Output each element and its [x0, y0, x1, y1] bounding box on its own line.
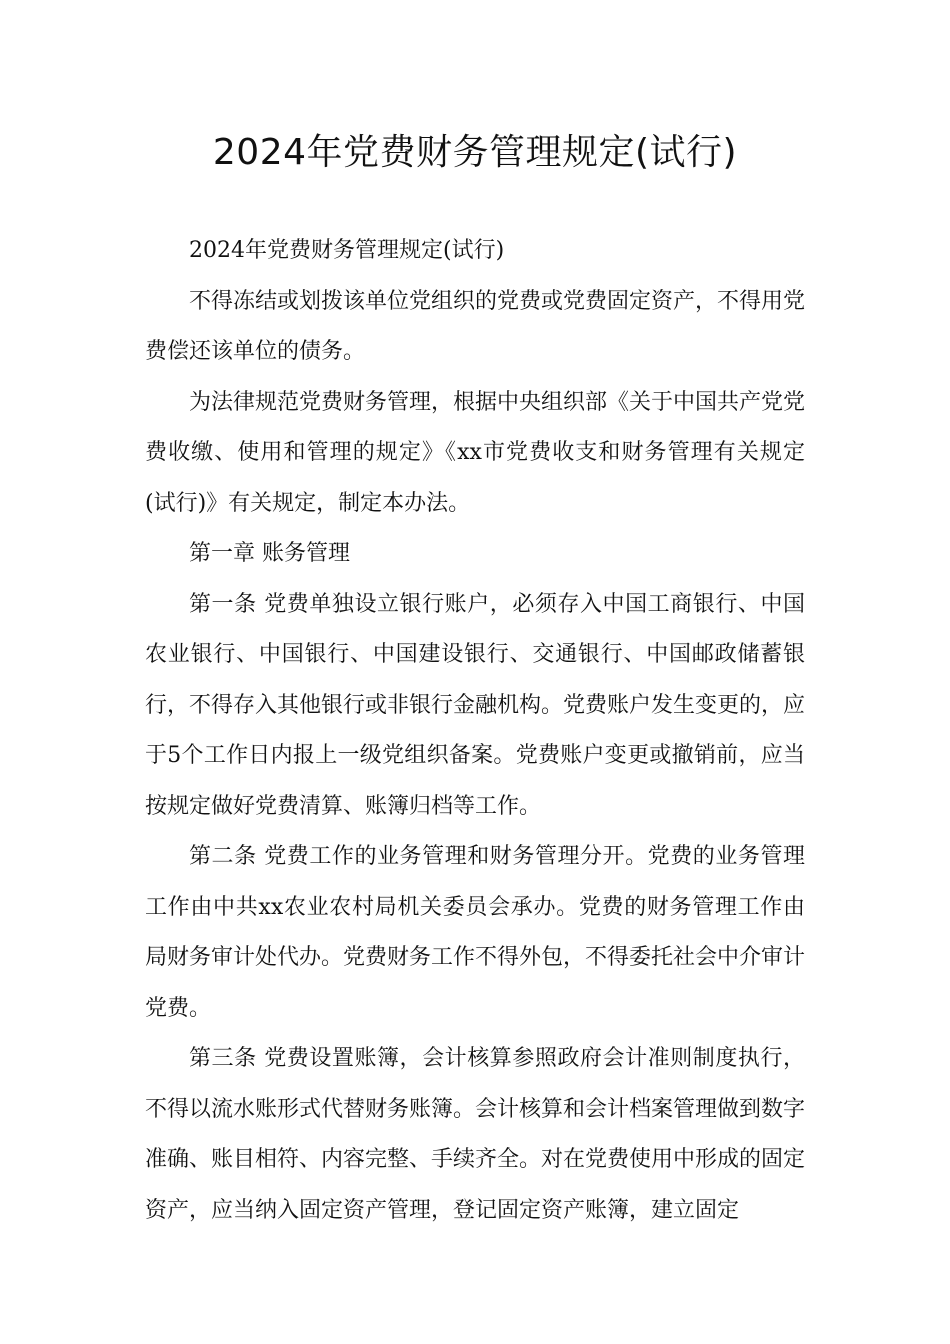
paragraph-subtitle: 2024年党费财务管理规定(试行) — [189, 238, 505, 263]
chapter-heading: 第一章 账务管理 — [189, 541, 350, 566]
paragraph-1: 不得冻结或划拨该单位党组织的党费或党费固定资产，不得用党费偿还该单位的债务。 — [145, 288, 806, 364]
paragraph-2: 为法律规范党费财务管理，根据中央组织部《关于中国共产党党费收缴、使用和管理的规定》《xx市党费收支和财务管理有关规定(试行)》有关规定，制定本办法。 — [145, 389, 806, 516]
article-2: 第二条 党费工作的业务管理和财务管理分开。党费的业务管理工作由中共xx农业农村局机关委员会承办。党费的财务管理工作由局财务审计处代办。党费财务工作不得外包，不得委托社会中介审计党费。 — [145, 844, 806, 1021]
article-3: 第三条 党费设置账簿，会计核算参照政府会计准则制度执行，不得以流水账形式代替财务账簿。会计核算和会计档案管理做到数字准确、账目相符、内容完整、手续齐全。对在党费使用中形成的固定资产，应当纳入固定资产管理，登记固定资产账簿，建立固定 — [145, 1046, 806, 1223]
article-1: 第一条 党费单独设立银行账户，必须存入中国工商银行、中国农业银行、中国银行、中国建设银行、交通银行、中国邮政储蓄银行，不得存入其他银行或非银行金融机构。党费账户发生变更的，应于5个工作日内报上一级党组织备案。党费账户变更或撤销前，应当按规定做好党费清算、账簿归档等工作。 — [145, 591, 806, 819]
document-title: 2024年党费财务管理规定(试行) — [212, 132, 738, 173]
